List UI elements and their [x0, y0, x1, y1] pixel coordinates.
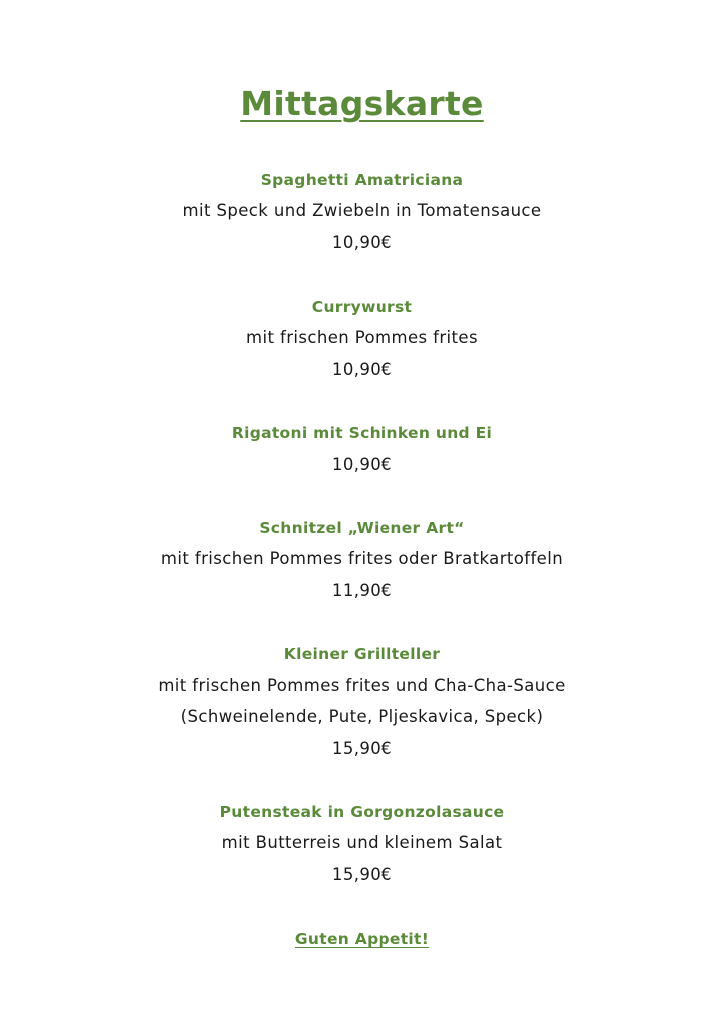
dish-description-detail: (Schweinelende, Pute, Pljeskavica, Speck) [180, 707, 544, 726]
dish-price: 15,90€ [331, 865, 393, 884]
dish-description: mit frischen Pommes frites [246, 328, 478, 347]
dish-price: 10,90€ [331, 233, 393, 252]
dish-name: Rigatoni mit Schinken und Ei [231, 424, 493, 442]
dish-name: Schnitzel „Wiener Art“ [259, 519, 465, 537]
dish-price: 15,90€ [331, 739, 393, 758]
dish-description: mit frischen Pommes frites und Cha-Cha-Sauce [158, 676, 566, 695]
dish-name: Spaghetti Amatriciana [260, 171, 464, 189]
dish-name: Putensteak in Gorgonzolasauce [219, 803, 505, 821]
dish-price: 10,90€ [331, 455, 393, 474]
dish-description: mit Speck und Zwiebeln in Tomatensauce [182, 201, 542, 220]
dish-price: 10,90€ [331, 360, 393, 379]
footer-greeting: Guten Appetit! [294, 930, 430, 948]
dish-price: 11,90€ [331, 581, 393, 600]
dish-name: Currywurst [311, 298, 413, 316]
dish-description: mit frischen Pommes frites oder Bratkartoffeln [160, 549, 564, 568]
dish-name: Kleiner Grillteller [283, 645, 441, 663]
page-title: Mittagskarte [240, 84, 484, 123]
dish-description: mit Butterreis und kleinem Salat [221, 833, 503, 852]
